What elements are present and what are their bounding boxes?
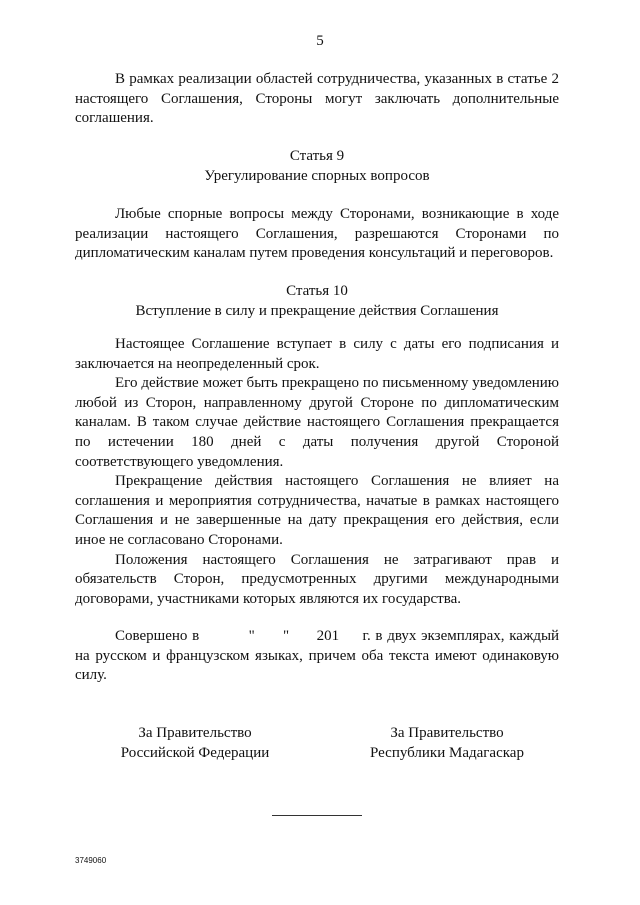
- article-10-paragraph-4: Положения настоящего Соглашения не затрагивают прав и обязательств Сторон, предусмотренных другими международными договорами, участниками которых являются их государства.: [75, 551, 559, 607]
- article-9-heading: [75, 147, 559, 186]
- article-9-paragraph: Любые спорные вопросы между Сторонами, возникающие в ходе реализации настоящего Соглашения, разрешаются Сторонами по дипломатическим каналам путем проведения консультаций и переговоров.: [75, 206, 559, 262]
- closing-year: 201: [316, 628, 340, 644]
- signature-russia-line-2: Российской Федерации: [120, 744, 270, 761]
- article-9-title: Урегулирование спорных вопросов: [204, 167, 430, 184]
- article-10-heading: [75, 282, 559, 321]
- document-code: 3749060: [75, 856, 107, 865]
- end-rule-divider: [272, 815, 362, 816]
- signature-russia: [75, 724, 315, 763]
- article-10-paragraph-2: Его действие может быть прекращено по письменному уведомлению любой из Сторон, направленному другой Стороне по дипломатическим каналам. В таком случае действие настоящего Соглашения прекращается по истечении 180 дней с даты получения другой Стороной соответствующего уведомления.: [75, 375, 559, 470]
- closing-done-at: Совершено в: [115, 628, 200, 644]
- article-9-body: [75, 205, 559, 264]
- page-number: 5: [316, 33, 324, 49]
- intro-paragraph: В рамках реализации областей сотрудничества, указанных в статье 2 настоящего Соглашения, Стороны могут заключать дополнительные соглашения.: [75, 71, 559, 127]
- signature-russia-line-1: За Правительство: [138, 725, 252, 741]
- intro-paragraph-block: [75, 70, 559, 129]
- signature-madagascar: [327, 724, 567, 763]
- signature-madagascar-line-1: За Правительство: [390, 725, 504, 741]
- closing-rest: г. в двух экземплярах, каждый на русском и французском языках, причем оба текста имеют одинаковую силу.: [75, 628, 560, 684]
- article-9-number: Статья 9: [289, 148, 345, 164]
- article-10-number: Статья 10: [286, 283, 348, 299]
- closing-paragraph: [75, 627, 559, 686]
- article-10-paragraph-3: Прекращение действия настоящего Соглашения не влияет на соглашения и мероприятия сотрудничества, начатые в рамках настоящего Соглашения и не завершенные на дату прекращения его действия, если иное не согласовано Сторонами.: [75, 473, 559, 548]
- article-10-body: [75, 335, 559, 609]
- closing-block: [75, 627, 559, 686]
- article-10-paragraph-1: Настоящее Соглашение вступает в силу с даты его подписания и заключается на неопределенный срок.: [75, 336, 559, 372]
- signature-madagascar-line-2: Республики Мадагаскар: [370, 744, 524, 761]
- article-10-title: Вступление в силу и прекращение действия Соглашения: [135, 302, 499, 319]
- closing-quote-marks: " ": [248, 628, 290, 644]
